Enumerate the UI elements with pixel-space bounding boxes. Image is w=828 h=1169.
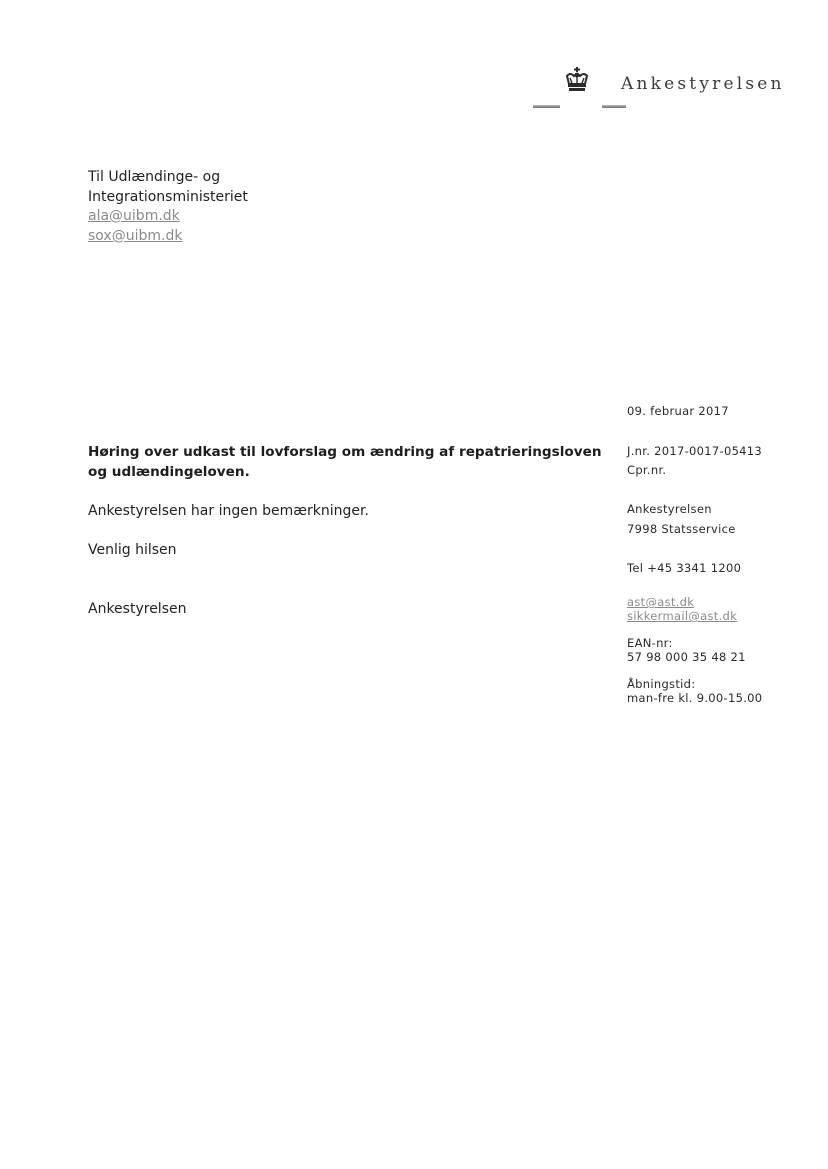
crown-icon [563, 66, 591, 94]
brand-name: Ankestyrelsen [621, 74, 785, 94]
journal-number: J.nr. 2017-0017-05413 [627, 444, 763, 458]
cpr-number: Cpr.nr. [627, 463, 667, 477]
opening-hours-value: man-fre kl. 9.00-15.00 [627, 691, 763, 705]
subject-line-1: Høring over udkast til lovforslag om ændring af repatrieringsloven [88, 444, 602, 460]
sender-address: 7998 Statsservice [627, 522, 736, 536]
sender-phone: Tel +45 3341 1200 [627, 561, 742, 575]
sender-organization: Ankestyrelsen [627, 502, 712, 516]
closing-salutation: Venlig hilsen [88, 542, 177, 558]
recipient-email-link[interactable]: sox@uibm.dk [88, 227, 183, 244]
recipient-block [88, 168, 248, 246]
ean-value: 57 98 000 35 48 21 [627, 650, 746, 664]
body-paragraph: Ankestyrelsen har ingen bemærkninger. [88, 503, 369, 519]
recipient-line-1: Til Udlændinge- og [88, 169, 221, 185]
letter-date: 09. februar 2017 [627, 404, 729, 418]
ean-label: EAN-nr: [627, 636, 673, 650]
subject-line-2: og udlændingeloven. [88, 463, 250, 480]
letter-subject [88, 443, 602, 482]
signature: Ankestyrelsen [88, 601, 187, 617]
recipient-line-2: Integrationsministeriet [88, 188, 248, 205]
secure-email-link[interactable]: sikkermail@ast.dk [627, 609, 738, 623]
header-divider-right [602, 105, 626, 108]
recipient-email-link[interactable]: ala@uibm.dk [88, 208, 180, 224]
sender-email-link[interactable]: ast@ast.dk [627, 595, 695, 609]
header-divider-left [533, 105, 560, 108]
opening-hours-label: Åbningstid: [627, 677, 696, 691]
